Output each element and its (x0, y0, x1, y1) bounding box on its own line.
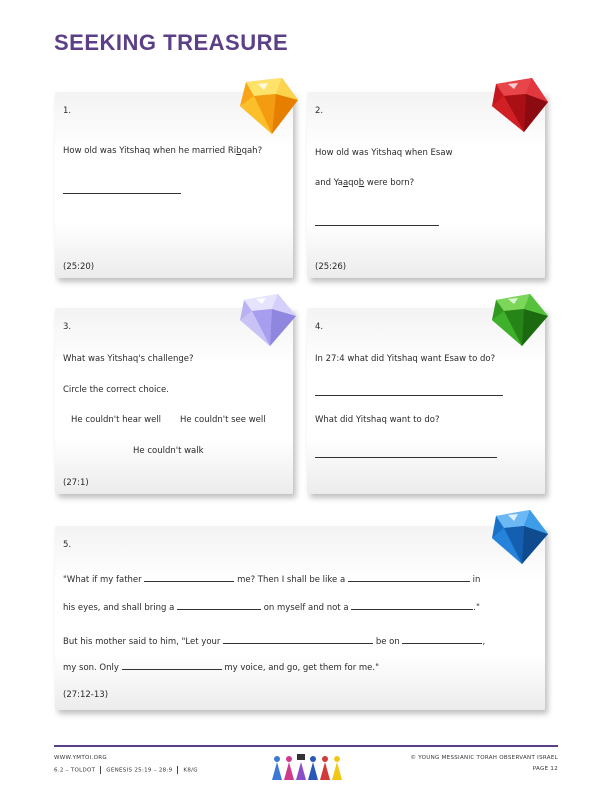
question-text-line-2: What did Yitshaq want to do? (315, 415, 440, 425)
question-text-line-2: and Yaaqob were born? (315, 178, 415, 188)
fill-blank[interactable] (144, 572, 234, 582)
green-gem-icon (488, 292, 550, 348)
question-text-line-1: In 27:4 what did Yitshaq want Esaw to do? (315, 354, 496, 364)
question-card-5 (55, 526, 545, 710)
question-number: 3. (63, 322, 72, 332)
yellow-gem-icon (236, 76, 300, 136)
answer-blank[interactable] (315, 448, 497, 461)
choice-3[interactable]: He couldn't walk (133, 446, 204, 456)
choice-1[interactable]: He couldn't hear well (71, 415, 162, 425)
fill-blank[interactable] (351, 600, 473, 610)
choice-2[interactable]: He couldn't see well (180, 415, 266, 425)
instruction-text: Circle the correct choice. (63, 385, 169, 395)
page-title: SEEKING TREASURE (54, 30, 289, 55)
fill-blank[interactable] (122, 660, 222, 670)
question-text: How old was Yitshaq when he married Ribqah? (63, 146, 263, 156)
footer-divider (54, 745, 558, 747)
footer-copyright: © YOUNG MESSIANIC TORAH OBSERVANT ISRAEL (410, 755, 558, 761)
scripture-reference: (27:1) (63, 478, 89, 488)
question-text-line-1: How old was Yitshaq when Esaw (315, 148, 453, 158)
question-number: 1. (63, 106, 72, 116)
passage-line-1: "What if my father me? Then I shall be like a in (63, 572, 480, 585)
answer-blank[interactable] (315, 386, 503, 399)
question-number: 4. (315, 322, 324, 332)
question-number: 2. (315, 106, 324, 116)
ymtoi-logo-icon (268, 752, 346, 782)
footer-lesson-info: 6.2 – TOLDOT GENESIS 25:19 – 28:9 K8/G (54, 767, 198, 774)
question-text-line-1: What was Yitshaq's challenge? (63, 354, 194, 364)
scripture-reference: (27:12-13) (63, 690, 109, 700)
red-gem-icon (488, 76, 550, 134)
answer-blank[interactable] (315, 216, 439, 229)
scripture-reference: (25:20) (63, 262, 95, 272)
passage-line-2: his eyes, and shall bring a on myself and not a ." (63, 600, 480, 613)
footer-page-number: PAGE 12 (532, 766, 558, 772)
passage-line-3: But his mother said to him, "Let your be on , (63, 634, 485, 647)
answer-blank[interactable] (63, 184, 181, 197)
question-number: 5. (63, 540, 72, 550)
fill-blank[interactable] (223, 634, 373, 644)
fill-blank[interactable] (402, 634, 482, 644)
passage-line-4: my son. Only my voice, and go, get them for me." (63, 660, 379, 673)
lavender-gem-icon (236, 292, 298, 348)
footer-site[interactable]: WWW.YMTOI.ORG (54, 755, 107, 761)
fill-blank[interactable] (177, 600, 261, 610)
scripture-reference: (25:26) (315, 262, 347, 272)
blue-gem-icon (488, 508, 550, 566)
fill-blank[interactable] (348, 572, 470, 582)
